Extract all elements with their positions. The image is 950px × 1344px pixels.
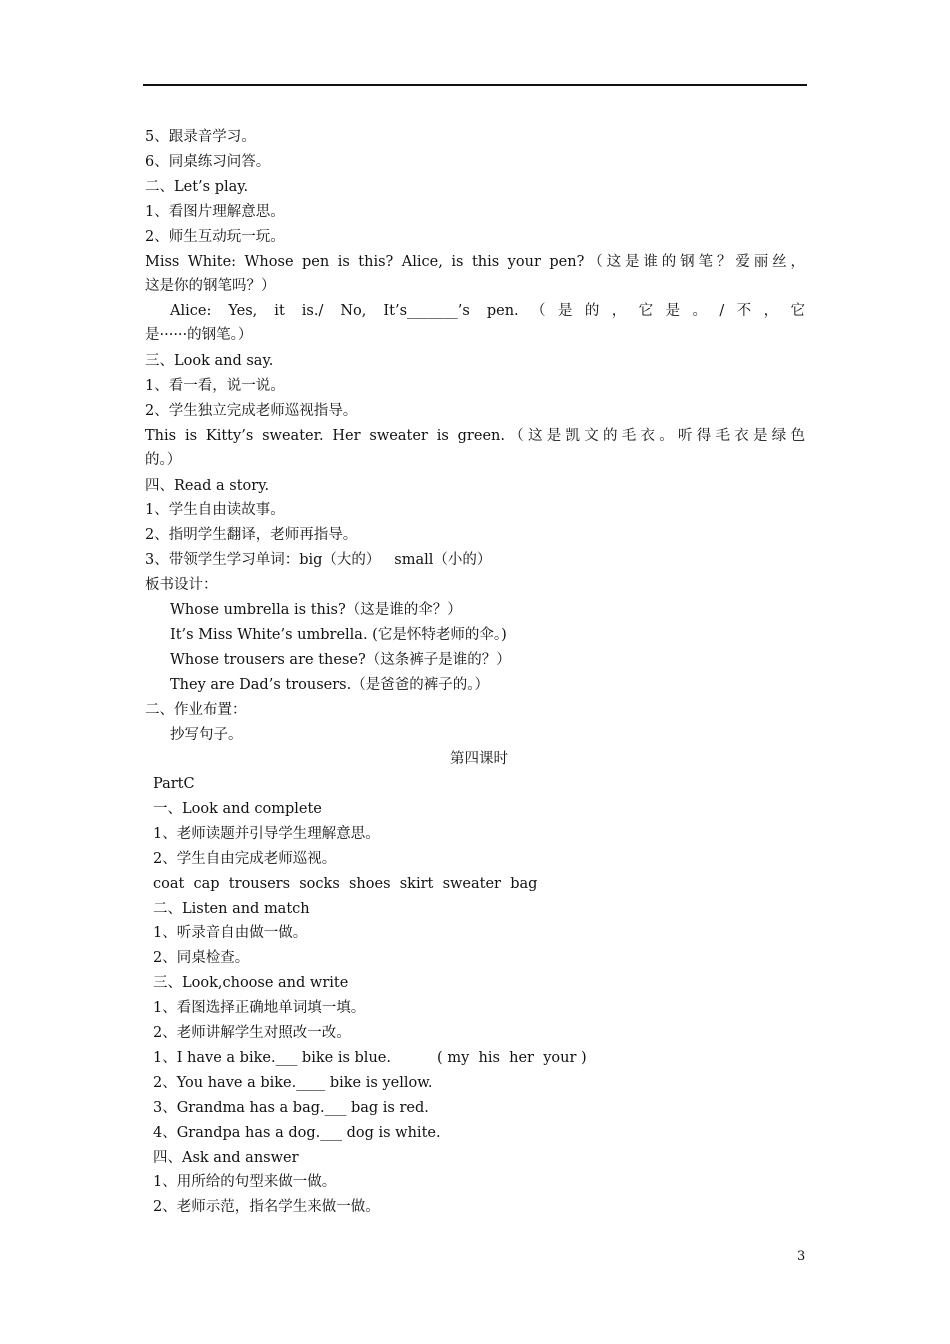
- header-rule: [143, 84, 807, 86]
- board-line: Whose trousers are these?（这条裤子是谁的？）: [170, 652, 511, 668]
- board-line: They are Dad’s trousers.（是爸爸的裤子的。）: [170, 677, 489, 693]
- section-heading: 板书设计：: [145, 577, 218, 593]
- text-line: 的。）: [145, 452, 182, 468]
- text-line: 5、跟录音学习。: [145, 129, 256, 145]
- text-line: This is Kitty’s sweater. Her sweater is green.（这是凯文的毛衣。听得毛衣是绿色: [145, 428, 805, 444]
- text-line: 这是你的钢笔吗？）: [145, 278, 276, 294]
- exercise-line: 4、Grandpa has a dog.___ dog is white.: [153, 1125, 441, 1141]
- text-line: 2、老师讲解学生对照改一改。: [153, 1025, 351, 1041]
- text-line: 1、看一看，说一说。: [145, 378, 285, 394]
- section-heading: 二、Listen and match: [153, 901, 310, 917]
- section-heading: 一、Look and complete: [153, 801, 322, 817]
- part-heading: PartC: [153, 776, 195, 792]
- word-list: coat cap trousers socks shoes skirt sweater bag: [153, 876, 538, 892]
- text-line: 2、师生互动玩一玩。: [145, 229, 285, 245]
- board-line: Whose umbrella is this?（这是谁的伞？）: [170, 602, 462, 618]
- exercise-line: 3、Grandma has a bag.___ bag is red.: [153, 1100, 429, 1116]
- text-line: 1、看图片理解意思。: [145, 204, 285, 220]
- section-heading: 三、Look and say.: [145, 353, 274, 369]
- section-heading: 四、Read a story.: [145, 478, 270, 494]
- text-line: 1、学生自由读故事。: [145, 502, 285, 518]
- text-line: 是······的钢笔。）: [145, 327, 253, 343]
- section-heading: 二、Let’s play.: [145, 179, 249, 195]
- text-line: 1、用所给的句型来做一做。: [153, 1174, 337, 1190]
- text-line: 2、学生独立完成老师巡视指导。: [145, 403, 358, 419]
- page-number: 3: [797, 1249, 806, 1264]
- lesson-title: 第四课时: [450, 751, 508, 767]
- text-line: Alice: Yes, it is./ No, It’s_______’s pen.（是的，它是。/不，它: [170, 303, 805, 319]
- text-line: 2、学生自由完成老师巡视。: [153, 851, 337, 867]
- text-line: 3、带领学生学习单词：big（大的） small（小的）: [145, 552, 492, 568]
- text-line: Miss White: Whose pen is this? Alice, is this your pen?（这是谁的钢笔？爱丽丝，: [145, 254, 805, 270]
- exercise-line: 2、You have a bike.____ bike is yellow.: [153, 1075, 433, 1091]
- section-heading: 二、作业布置：: [145, 702, 247, 718]
- text-line: 1、老师读题并引导学生理解意思。: [153, 826, 380, 842]
- section-heading: 三、Look,choose and write: [153, 975, 349, 991]
- text-line: 1、看图选择正确地单词填一填。: [153, 1000, 366, 1016]
- text-line: 2、同桌检查。: [153, 950, 250, 966]
- text-line: 抄写句子。: [170, 727, 243, 743]
- text-line: 1、听录音自由做一做。: [153, 925, 308, 941]
- section-heading: 四、Ask and answer: [153, 1150, 299, 1166]
- text-line: 2、老师示范，指名学生来做一做。: [153, 1199, 380, 1215]
- text-line: 2、指明学生翻译，老师再指导。: [145, 527, 358, 543]
- exercise-line: 1、I have a bike.___ bike is blue. ( my his her your ): [153, 1050, 587, 1066]
- board-line: It’s Miss White’s umbrella. (它是怀特老师的伞。): [170, 627, 507, 643]
- text-line: 6、同桌练习问答。: [145, 154, 271, 170]
